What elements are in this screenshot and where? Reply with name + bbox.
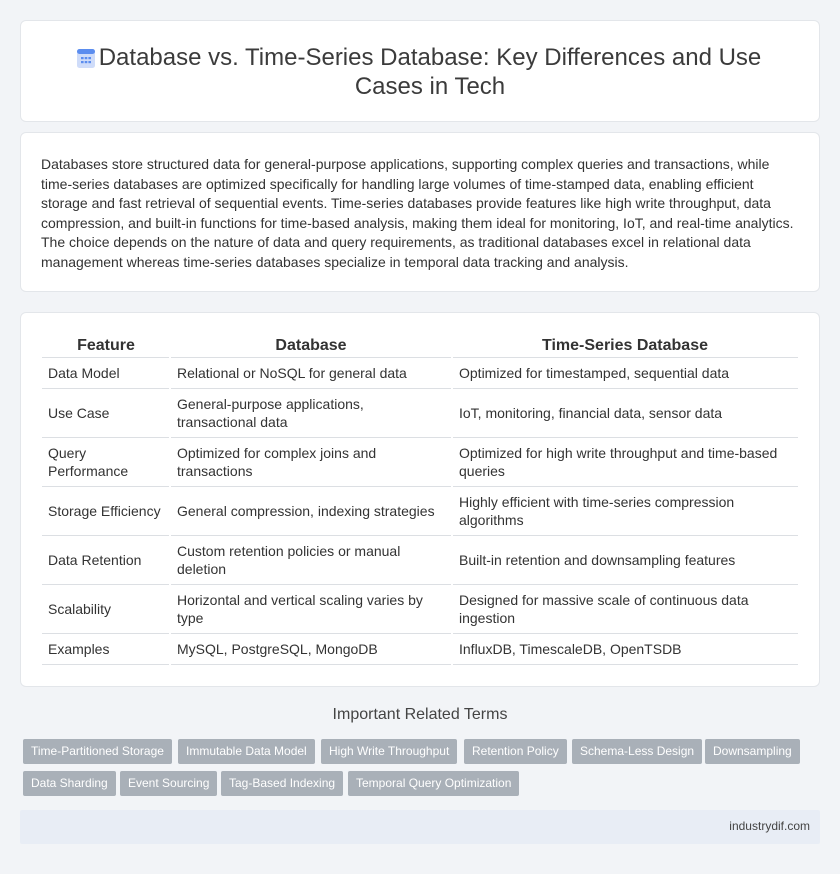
table-cell-tsdb: Optimized for timestamped, sequential data (452, 357, 798, 388)
tag-time-partitioned-storage[interactable]: Time-Partitioned Storage (23, 739, 172, 764)
title-card (20, 20, 820, 122)
table-cell-database: Optimized for complex joins and transactions (170, 437, 452, 486)
comparison-table-card (20, 312, 820, 687)
tag-temporal-query-optimization[interactable]: Temporal Query Optimization (348, 771, 519, 796)
table-cell-feature: Examples (42, 633, 170, 664)
table-row (42, 486, 798, 535)
table-cell-feature: Data Model (42, 357, 170, 388)
header-database: Database (170, 333, 452, 357)
table-cell-database: Custom retention policies or manual deletion (170, 535, 452, 584)
table-cell-database: General compression, indexing strategies (170, 486, 452, 535)
tag-high-write-throughput[interactable]: High Write Throughput (321, 739, 457, 764)
comparison-table (42, 333, 798, 665)
table-header-row (42, 333, 798, 357)
tag-data-sharding[interactable]: Data Sharding (23, 771, 116, 796)
table-cell-tsdb: Highly efficient with time-series compression algorithms (452, 486, 798, 535)
table-cell-tsdb: Built-in retention and downsampling features (452, 535, 798, 584)
tag-event-sourcing[interactable]: Event Sourcing (120, 771, 217, 796)
table-cell-database: MySQL, PostgreSQL, MongoDB (170, 633, 452, 664)
table-cell-tsdb: InfluxDB, TimescaleDB, OpenTSDB (452, 633, 798, 664)
table-row (42, 535, 798, 584)
footer-site-link[interactable]: industrydif.com (729, 819, 810, 833)
table-cell-feature: Storage Efficiency (42, 486, 170, 535)
tag-retention-policy[interactable]: Retention Policy (464, 739, 567, 764)
header-feature: Feature (42, 333, 170, 357)
header-time-series-database: Time-Series Database (452, 333, 798, 357)
table-cell-feature: Query Performance (42, 437, 170, 486)
tag-tag-based-indexing[interactable]: Tag-Based Indexing (221, 771, 343, 796)
table-row (42, 388, 798, 437)
table-cell-tsdb: Designed for massive scale of continuous data ingestion (452, 584, 798, 633)
table-cell-database: Relational or NoSQL for general data (170, 357, 452, 388)
tag-immutable-data-model[interactable]: Immutable Data Model (178, 739, 315, 764)
table-row (42, 357, 798, 388)
intro-card (20, 132, 820, 292)
table-cell-feature: Scalability (42, 584, 170, 633)
table-row (42, 437, 798, 486)
table-cell-database: General-purpose applications, transactional data (170, 388, 452, 437)
intro-paragraph: Databases store structured data for general-purpose applications, supporting complex queries and transactions, while time-series databases are optimized specifically for handling large volumes of time-stamped data, enabling efficient storage and fast retrieval of sequential events. Time-series databases provide features like high write throughput, data compression, and built-in functions for time-based analysis, making them ideal for monitoring, IoT, and real-time analytics. The choice depends on the nature of data and query requirements, as traditional databases excel in relational data management whereas time-series databases specialize in temporal data tracking and analysis. (41, 156, 794, 270)
tag-schema-less-design[interactable]: Schema-Less Design (572, 739, 702, 764)
table-row (42, 584, 798, 633)
table-cell-feature: Use Case (42, 388, 170, 437)
tag-downsampling[interactable]: Downsampling (705, 739, 800, 764)
table-cell-tsdb: IoT, monitoring, financial data, sensor data (452, 388, 798, 437)
table-cell-feature: Data Retention (42, 535, 170, 584)
table-cell-database: Horizontal and vertical scaling varies by type (170, 584, 452, 633)
footer (20, 810, 820, 844)
table-cell-tsdb: Optimized for high write throughput and time-based queries (452, 437, 798, 486)
table-row (42, 633, 798, 664)
page-title: Database vs. Time-Series Database: Key Differences and Use Cases in Tech (98, 44, 762, 100)
related-terms-title: Important Related Terms (332, 706, 508, 723)
